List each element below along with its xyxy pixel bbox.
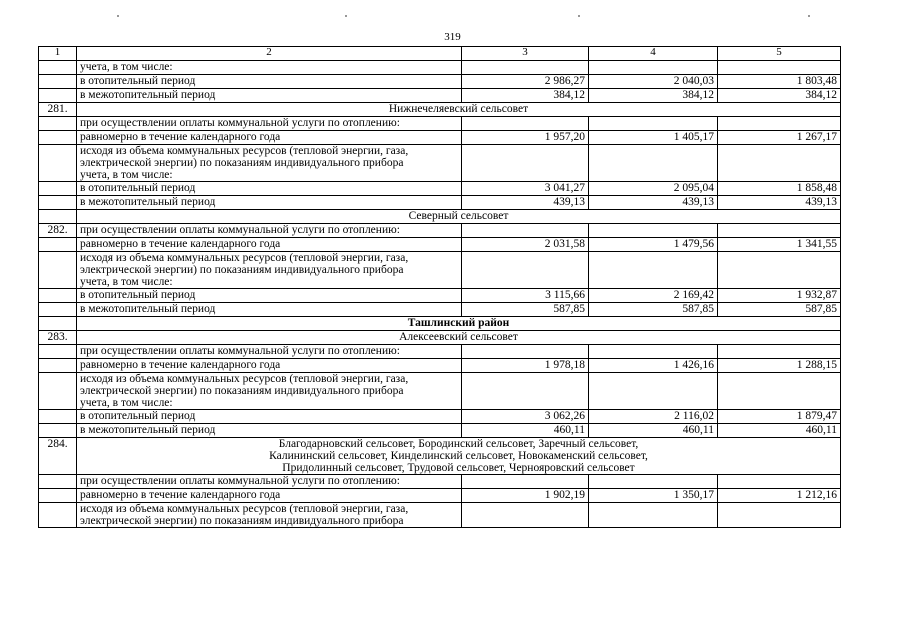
value-cell: 587,85 [589, 303, 718, 317]
row-label-line: электрической энергии) по показаниям индивидуального прибора [80, 264, 404, 276]
table-row [39, 182, 841, 196]
value-cell: 460,11 [462, 424, 589, 438]
value-cell: 1 267,17 [718, 131, 841, 145]
row-number [39, 182, 77, 196]
row-label-line: учета, в том числе: [80, 169, 173, 181]
row-number [39, 252, 77, 289]
row-label-line: исходя из объема коммунальных ресурсов (тепловой энергии, газа, [80, 503, 409, 515]
scan-speck [345, 15, 347, 17]
value-cell: 439,13 [718, 196, 841, 210]
row-label-line: учета, в том числе: [80, 276, 173, 288]
row-label-line: исходя из объема коммунальных ресурсов (тепловой энергии, газа, [80, 373, 409, 385]
row-number: 282. [39, 224, 77, 238]
row-label [77, 252, 462, 289]
value-cell: 460,11 [718, 424, 841, 438]
row-number [39, 61, 77, 75]
value-cell [462, 503, 589, 528]
row-number [39, 196, 77, 210]
section-title: Северный сельсовет [77, 210, 841, 224]
row-number [39, 410, 77, 424]
table-row [39, 359, 841, 373]
row-label-line: электрической энергии) по показаниям индивидуального прибора [80, 157, 404, 169]
row-label: равномерно в течение календарного года [77, 359, 462, 373]
value-cell [589, 224, 718, 238]
header-cell: 5 [718, 47, 841, 61]
row-number [39, 238, 77, 252]
row-label: учета, в том числе: [77, 61, 462, 75]
row-number [39, 475, 77, 489]
value-cell [718, 503, 841, 528]
row-label-line: электрической энергии) по показаниям индивидуального прибора [80, 385, 404, 397]
table-row [39, 289, 841, 303]
section-title-line: Благодарновский сельсовет, Бородинский сельсовет, Заречный сельсовет, [278, 438, 639, 450]
value-cell: 1 957,20 [462, 131, 589, 145]
value-cell: 1 405,17 [589, 131, 718, 145]
row-number [39, 145, 77, 182]
value-cell [589, 117, 718, 131]
section-title [77, 438, 841, 475]
value-cell [718, 117, 841, 131]
section-title-line: Калининский сельсовет, Кинделинский сельсовет, Новокаменский сельсовет, [269, 450, 648, 462]
value-cell: 1 212,16 [718, 489, 841, 503]
value-cell: 587,85 [718, 303, 841, 317]
value-cell [589, 345, 718, 359]
row-label [77, 373, 462, 410]
value-cell: 2 040,03 [589, 75, 718, 89]
row-label: при осуществлении оплаты коммунальной услуги по отоплению: [77, 345, 462, 359]
row-number [39, 117, 77, 131]
value-cell: 439,13 [462, 196, 589, 210]
row-label: при осуществлении оплаты коммунальной услуги по отоплению: [77, 117, 462, 131]
table-row [39, 410, 841, 424]
value-cell [589, 145, 718, 182]
tariff-table [38, 46, 841, 528]
value-cell: 3 115,66 [462, 289, 589, 303]
table-row [39, 331, 841, 345]
row-label: при осуществлении оплаты коммунальной услуги по отоплению: [77, 224, 462, 238]
table-row [39, 103, 841, 117]
value-cell [462, 373, 589, 410]
table-row [39, 373, 841, 410]
value-cell: 384,12 [589, 89, 718, 103]
table-row [39, 238, 841, 252]
row-number [39, 373, 77, 410]
table-row [39, 89, 841, 103]
value-cell [589, 503, 718, 528]
row-label: при осуществлении оплаты коммунальной услуги по отоплению: [77, 475, 462, 489]
row-number [39, 424, 77, 438]
table-row [39, 475, 841, 489]
row-label-line: исходя из объема коммунальных ресурсов (тепловой энергии, газа, [80, 145, 409, 157]
table-row [39, 317, 841, 331]
value-cell: 1 902,19 [462, 489, 589, 503]
value-cell: 1 426,16 [589, 359, 718, 373]
scan-speck [578, 15, 580, 17]
row-label: в отопительный период [77, 289, 462, 303]
table-row [39, 75, 841, 89]
value-cell [718, 224, 841, 238]
value-cell [589, 252, 718, 289]
value-cell: 1 479,56 [589, 238, 718, 252]
table-row [39, 489, 841, 503]
value-cell: 2 095,04 [589, 182, 718, 196]
table-row [39, 303, 841, 317]
value-cell [589, 373, 718, 410]
row-label-line: исходя из объема коммунальных ресурсов (тепловой энергии, газа, [80, 252, 409, 264]
value-cell: 3 062,26 [462, 410, 589, 424]
table-row [39, 117, 841, 131]
row-label: в межотопительный период [77, 303, 462, 317]
value-cell [718, 145, 841, 182]
row-number [39, 210, 77, 224]
value-cell: 2 031,58 [462, 238, 589, 252]
table-row [39, 438, 841, 475]
value-cell [462, 252, 589, 289]
row-label: равномерно в течение календарного года [77, 238, 462, 252]
value-cell [462, 145, 589, 182]
table-row [39, 345, 841, 359]
value-cell [718, 61, 841, 75]
row-number [39, 359, 77, 373]
table-body [39, 61, 841, 528]
value-cell [462, 345, 589, 359]
value-cell: 1 879,47 [718, 410, 841, 424]
value-cell [718, 475, 841, 489]
section-title: Ташлинский район [77, 317, 841, 331]
table-row [39, 424, 841, 438]
value-cell: 1 803,48 [718, 75, 841, 89]
row-label: в отопительный период [77, 75, 462, 89]
section-title: Нижнечеляевский сельсовет [77, 103, 841, 117]
value-cell [589, 61, 718, 75]
value-cell: 1 978,18 [462, 359, 589, 373]
row-label-line: учета, в том числе: [80, 397, 173, 409]
row-label: в межотопительный период [77, 89, 462, 103]
row-number: 284. [39, 438, 77, 475]
header-cell: 2 [77, 47, 462, 61]
row-label [77, 145, 462, 182]
row-label-line: электрической энергии) по показаниям индивидуального прибора [80, 515, 404, 527]
value-cell: 1 288,15 [718, 359, 841, 373]
header-cell: 4 [589, 47, 718, 61]
row-label: в межотопительный период [77, 424, 462, 438]
table-row [39, 196, 841, 210]
value-cell: 384,12 [462, 89, 589, 103]
row-number [39, 317, 77, 331]
value-cell: 1 932,87 [718, 289, 841, 303]
table-row [39, 503, 841, 528]
scan-speck [808, 15, 810, 17]
row-number [39, 489, 77, 503]
section-title-line: Придолинный сельсовет, Трудовой сельсовет, Чернояровский сельсовет [282, 462, 635, 474]
row-number [39, 89, 77, 103]
table-header-row [39, 47, 841, 61]
row-number [39, 303, 77, 317]
table-row [39, 210, 841, 224]
value-cell [718, 373, 841, 410]
value-cell [462, 224, 589, 238]
section-title: Алексеевский сельсовет [77, 331, 841, 345]
row-label: в отопительный период [77, 410, 462, 424]
row-number [39, 289, 77, 303]
row-number [39, 503, 77, 528]
value-cell: 2 169,42 [589, 289, 718, 303]
row-label: равномерно в течение календарного года [77, 489, 462, 503]
value-cell: 384,12 [718, 89, 841, 103]
value-cell [462, 475, 589, 489]
value-cell [462, 61, 589, 75]
value-cell: 460,11 [589, 424, 718, 438]
table-row [39, 224, 841, 238]
value-cell: 439,13 [589, 196, 718, 210]
row-label: равномерно в течение календарного года [77, 131, 462, 145]
value-cell [718, 252, 841, 289]
value-cell: 1 341,55 [718, 238, 841, 252]
value-cell: 2 116,02 [589, 410, 718, 424]
row-number [39, 345, 77, 359]
row-label [77, 503, 462, 528]
row-number: 283. [39, 331, 77, 345]
row-number: 281. [39, 103, 77, 117]
scan-speck [117, 15, 119, 17]
value-cell [589, 475, 718, 489]
header-cell: 3 [462, 47, 589, 61]
row-number [39, 75, 77, 89]
value-cell: 3 041,27 [462, 182, 589, 196]
table-row [39, 252, 841, 289]
row-number [39, 131, 77, 145]
header-cell: 1 [39, 47, 77, 61]
row-label: в межотопительный период [77, 196, 462, 210]
value-cell: 2 986,27 [462, 75, 589, 89]
page-number: 319 [444, 31, 461, 43]
value-cell: 1 350,17 [589, 489, 718, 503]
table-row [39, 145, 841, 182]
value-cell [718, 345, 841, 359]
table-row [39, 131, 841, 145]
row-label: в отопительный период [77, 182, 462, 196]
table-row [39, 61, 841, 75]
value-cell: 1 858,48 [718, 182, 841, 196]
value-cell [462, 117, 589, 131]
value-cell: 587,85 [462, 303, 589, 317]
